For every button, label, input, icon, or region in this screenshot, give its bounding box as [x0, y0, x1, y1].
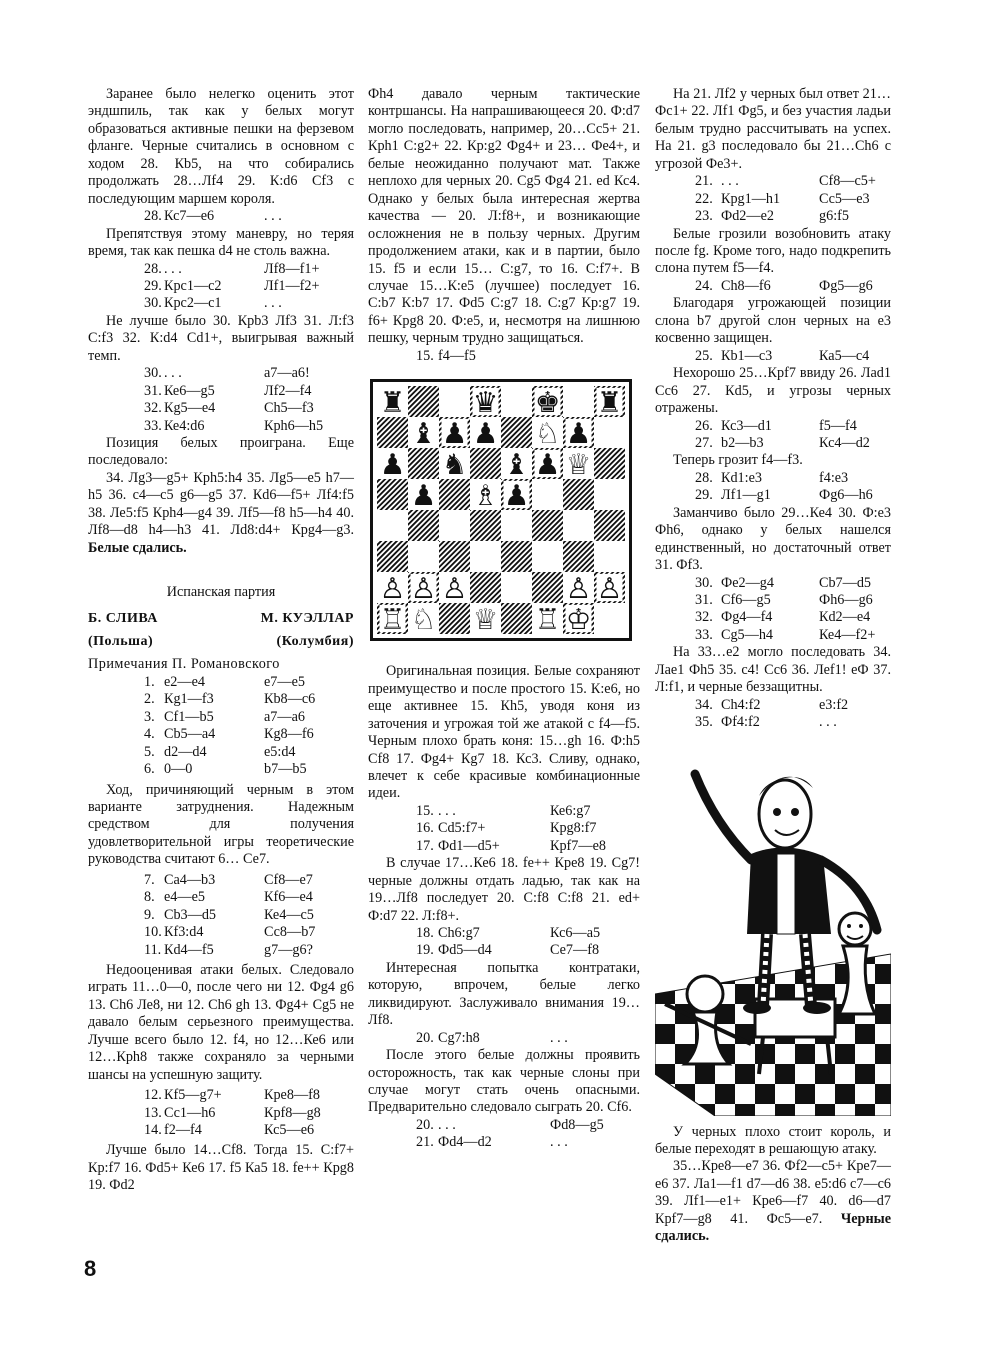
board-square — [501, 572, 532, 603]
board-square — [532, 541, 563, 572]
paragraph: Лучше было 14…Сf8. Тогда 15. С:f7+ Кр:f7 16. Фd5+ Ке6 17. f5 Ка5 18. fе++ Крg8 19. Фd2 — [88, 1142, 354, 1194]
chess-piece — [535, 417, 561, 450]
move-line: 24. Сh8—f6 Фg5—g6 — [695, 277, 873, 294]
chess-piece — [566, 417, 592, 450]
paragraph: Позиция белых проиграна. Еще последовало: — [88, 434, 354, 469]
chess-piece — [535, 603, 561, 634]
move-line: 16. Сd5:f7+ Крg8:f7 — [416, 820, 597, 837]
board-square — [594, 417, 625, 448]
move-line: 29. Лf1—g1 Фg6—h6 — [695, 487, 873, 504]
board-square — [377, 417, 408, 448]
chess-piece — [411, 417, 437, 450]
paragraph: Препятствуя этому маневру, но теряя время, так как пешка d4 не столь важна. — [88, 225, 354, 260]
board-square — [501, 541, 532, 572]
chess-piece — [473, 386, 499, 419]
move-line: 34. Сh4:f2 е3:f2 — [695, 696, 849, 713]
paragraph: Ход, причиняющий черным в этом варианте затруднения. Надежным средством для получения удовлетворительной игры теоретические руководства считают 6… Се7. — [88, 781, 354, 868]
page-number: 8 — [84, 1256, 97, 1281]
move-line: 8. е4—е5 Кf6—е4 — [144, 889, 313, 906]
column-3 — [655, 86, 891, 1246]
board-square — [439, 510, 470, 541]
game-title: Испанская партия — [166, 584, 276, 601]
move-line: 25. Кb1—с3 Ка5—с4 — [695, 347, 870, 364]
board-square — [470, 510, 501, 541]
paragraph: Не лучше было 30. Крb3 Лf3 31. Л:f3 С:f3 32. К:d4 Сd1+, выигрывая важный темп. — [88, 312, 354, 364]
board-square — [377, 510, 408, 541]
chess-diagram — [370, 379, 632, 641]
move-line: 23. Фd2—е2 g6:f5 — [695, 208, 849, 225]
move-line: 7. Са4—b3 Сf8—е7 — [144, 871, 313, 888]
board-square — [470, 572, 501, 603]
chess-piece — [380, 572, 406, 605]
move-line: 21. Фd4—d2 . . . — [416, 1134, 568, 1151]
move-line: 15. . . . Ке6:g7 — [416, 802, 591, 819]
paragraph: 35…Кре8—е7 36. Фf2—с5+ Кре7—е6 37. Ла1—f1 d7—d6 38. е5:d6 с7—с6 39. Лf1—е1+ Кре6—f7 40. d6—d7 Крf7—g8 41. Фс5—е7. Черные сдались. — [655, 1158, 891, 1245]
board-square — [594, 541, 625, 572]
column-1 — [88, 86, 354, 1195]
cartoon-illustration — [655, 744, 891, 1116]
move-line: 1. е2—е4 е7—е5 — [144, 673, 305, 690]
move-line: 5. d2—d4 е5:d4 — [144, 743, 296, 760]
chess-piece — [597, 386, 623, 419]
move-line: 29. Крс1—с2 Лf1—f2+ — [144, 277, 320, 294]
move-line: 35. Фf4:f2 . . . — [695, 714, 837, 731]
chess-piece — [473, 603, 499, 634]
annotator: Примечания П. Романовского — [88, 656, 280, 673]
move-line: 19. Фd5—d4 Се7—f8 — [416, 942, 600, 959]
board-square — [563, 510, 594, 541]
paragraph: Интересная попытка контратаки, которую, впрочем, белые легко ликвидируют. Заслуживало внимания 19…Лf8. — [368, 959, 640, 1029]
move-line: 12. Кf5—g7+ Кре8—f8 — [144, 1087, 320, 1104]
paragraph: В случае 17…Ке6 18. fе++ Кре8 19. Сg7! черные должны отдать ладью, так как на 19…Лf8 последует 20. С:f8 С:f8 21. еd+ Ф:d7 22. Л:f8+. — [368, 855, 640, 924]
board-square — [594, 479, 625, 510]
players — [88, 610, 354, 627]
paragraph: Теперь грозит f4—f3. — [673, 452, 803, 469]
paragraph: На 33…е2 могло последовать 34. Лае1 Фh5 35. с4! Сс6 36. Леf1! еФ 37. Л:f1, и черные беззащитны. — [655, 644, 891, 696]
move-line: 30. Фе2—g4 Сb7—d5 — [695, 574, 872, 591]
board-square — [501, 417, 532, 448]
paragraph: Фh4 давало черным тактические контршансы. На напрашивающееся 20. Ф:d7 могло последовать, например, 20…Сс5+ 21. Крh1 С:g2+ 22. Кр:g2 Фg4+ и 23… Фе4+, и белые неожиданно получают мат. Также неплохо для черных 20. Сg5 Фg4 21. еd Кс4. Однако у белых была интересная жертва качества — 20. Л:f8+, и возникающие осложнения не в пользу черных. Другим продолжением атаки, как и в партии, было 15. f5 и если 15… С:g7, то 16. С:f7+. В случае 15…К:е5 (лучшее) последует 16. С:b7 К:b7 17. Фd5 С:g7 18. С:g7 Кр:g7 19. f6+ Крg8 20. Ф:е5, и, несмотря на лишнюю пешку, черным трудно защищаться. — [368, 86, 640, 347]
move-line: 9. Сb3—d5 Ке4—с5 — [144, 906, 314, 923]
chess-piece — [442, 448, 468, 481]
chess-piece — [566, 448, 592, 481]
move-line: 10. Кf3:d4 Сс8—b7 — [144, 924, 316, 941]
column-2 — [368, 86, 640, 1152]
move-line: 13. Сс1—h6 Крf8—g8 — [144, 1104, 321, 1121]
move-line: 20. . . . Фd8—g5 — [416, 1116, 604, 1133]
move-line: 26. Кс3—d1 f5—f4 — [695, 417, 857, 434]
white-country: (Польша) — [88, 634, 154, 650]
move-line: 20. Сg7:h8 . . . — [416, 1029, 568, 1046]
chess-piece — [442, 417, 468, 450]
chess-piece — [535, 386, 561, 419]
move-line: 31. Ке6—g5 Лf2—f4 — [144, 382, 312, 399]
board-square — [594, 603, 625, 634]
paragraph: На 21. Лf2 у черных был ответ 21…Фс1+ 22. Лf1 Фg5, и без участия ладьи белым трудно рассчитывать на успех. На 21. g3 последовало бы 21…Сh6 с угрозой Фе3+. — [655, 86, 891, 172]
board-square — [501, 386, 532, 417]
board-square — [563, 541, 594, 572]
chess-piece — [380, 448, 406, 481]
move-line: 21. . . . Сf8—с5+ — [695, 173, 876, 190]
move-line: 30. Крс2—с1 . . . — [144, 295, 282, 312]
paragraph: Недооценивая атаки белых. Следовало играть 11…0—0, после чего ни 12. Фg4 g6 13. Сh6 Ле8, ни 12. Сh6 gh 13. Фg4+ Сg5 не давало белым серьезного преимущества. Лучше всего было 12. f4, но 12…Ке6 или 12…Крh8 также сохраняло за черными шансы на успешную защиту. — [88, 962, 354, 1083]
board-square — [470, 541, 501, 572]
move-line: 33. Сg5—h4 Ке4—f2+ — [695, 626, 876, 643]
chess-piece — [411, 572, 437, 605]
board-square — [439, 541, 470, 572]
chess-piece — [411, 603, 437, 634]
black-country: (Колумбия) — [276, 634, 354, 650]
move-line: 28. . . . Лf8—f1+ — [144, 260, 320, 277]
countries — [88, 633, 354, 650]
chess-piece — [411, 479, 437, 512]
board-square — [532, 572, 563, 603]
move-line: 28. Кd1:е3 f4:е3 — [695, 469, 849, 486]
board-square — [439, 386, 470, 417]
board-square — [470, 448, 501, 479]
move-line: 22. Крg1—h1 Сс5—е3 — [695, 190, 870, 207]
board-square — [501, 603, 532, 634]
board-square — [563, 386, 594, 417]
paragraph: Благодаря угрожающей позиции слона b7 другой слон черных на е3 косвенно защищен. — [655, 295, 891, 347]
board-square — [439, 603, 470, 634]
move-line: 14. f2—f4 Кс5—е6 — [144, 1122, 315, 1139]
board-square — [532, 479, 563, 510]
board-square — [439, 479, 470, 510]
black-player: М. КУЭЛЛАР — [260, 610, 354, 626]
move-line: 17. Фd1—d5+ Крf7—е8 — [416, 837, 606, 854]
paragraph: Заранее было нелегко оценить этот эндшпиль, так как у белых могут образоваться активные пешки на ферзевом фланге. Черные считались в основном с ходом 28. Кb5, на что собирались продолжать 28…Лf4 29. К:d6 Сf3 с последующим маршем короля. — [88, 86, 354, 207]
move-line: 3. Сf1—b5 а7—а6 — [144, 708, 305, 725]
chess-piece — [504, 448, 530, 481]
chess-piece — [535, 448, 561, 481]
paragraph: Заманчиво было 29…Ке4 30. Ф:е3 Фh6, однако у белых нашелся единственный, но достаточный ответ 31. Фf3. — [655, 504, 891, 574]
chess-piece — [504, 479, 530, 512]
chess-piece — [442, 572, 468, 605]
board-square — [408, 386, 439, 417]
move-line: 4. Сb5—а4 Кg8—f6 — [144, 726, 314, 743]
move-line: 33. Ке4:d6 Крh6—h5 — [144, 417, 324, 434]
result: Белые сдались. — [88, 539, 187, 556]
move-line: 28. Кс7—е6 . . . — [144, 208, 282, 225]
paragraph: Нехорошо 25…Крf7 ввиду 26. Лаd1 Сс6 27. Кd5, и угрозы черных отражены. — [655, 365, 891, 417]
chess-piece — [473, 479, 499, 512]
move-line: 18. Сh6:g7 Кс6—а5 — [416, 924, 601, 941]
chess-piece — [380, 386, 406, 419]
chess-piece — [566, 572, 592, 605]
board-square — [377, 479, 408, 510]
paragraph: Оригинальная позиция. Белые сохраняют преимущество и после простого 15. К:е6, но еще активнее 15. Кh5, уводя коня из заточения и угрожая той же атакой с f4—f5. Черным плохо брать коня: 15…gh 16. Ф:h5 Сf8 17. Фg4+ Кg7 18. Кс3. Сливу, однако, влечет к себе красивые комбинационные идеи. — [368, 663, 640, 802]
board-square — [408, 541, 439, 572]
move-line: 27. b2—b3 Кс4—d2 — [695, 434, 870, 451]
paragraph: У черных плохо стоит король, и белые переходят в решающую атаку. — [655, 1123, 891, 1157]
board-square — [594, 448, 625, 479]
board-square — [408, 448, 439, 479]
chess-piece — [473, 417, 499, 450]
result: Черные сдались. — [655, 1210, 891, 1245]
paragraph: Белые грозили возобновить атаку после fg. Кроме того, надо подкрепить слона путем f5—f4. — [655, 225, 891, 277]
chess-piece — [597, 572, 623, 605]
move-line: 31. Сf6—g5 Фh6—g6 — [695, 591, 873, 608]
move-line: 32. Фg4—f4 Кd2—е4 — [695, 609, 871, 626]
board-square — [563, 479, 594, 510]
move-line: 6. 0—0 b7—b5 — [144, 761, 307, 778]
chess-piece — [566, 603, 592, 634]
board-square — [532, 510, 563, 541]
board-square — [408, 510, 439, 541]
move-line: 11. Кd4—f5 g7—g6? — [144, 941, 313, 958]
move-line: 15. f4—f5 — [416, 347, 476, 364]
move-line: 30. . . . а7—а6! — [144, 365, 310, 382]
white-player: Б. СЛИВА — [88, 610, 158, 626]
board-square — [594, 510, 625, 541]
move-line: 32. Кg5—е4 Сh5—f3 — [144, 400, 314, 417]
move-line: 2. Кg1—f3 Кb8—с6 — [144, 691, 316, 708]
paragraph: После этого белые должны проявить осторожность, так как черные слоны при случае могут стать очень опасными. Предварительно следовало сыграть 20. Сf6. — [368, 1047, 640, 1116]
paragraph: 34. Лg3—g5+ Крh5:h4 35. Лg5—е5 h7—h5 36. с4—с5 g6—g5 37. Кd6—f5+ Лf4:f5 38. Ле5:f5 Крh4—g4 39. Лf5—f8 h5—h4 40. Лf8—d8 h4—h3 41. Лd8:d4+ Крg4—g3. Белые сдались. — [88, 469, 354, 556]
chess-piece — [380, 603, 406, 634]
board-square — [377, 541, 408, 572]
board-square — [501, 510, 532, 541]
